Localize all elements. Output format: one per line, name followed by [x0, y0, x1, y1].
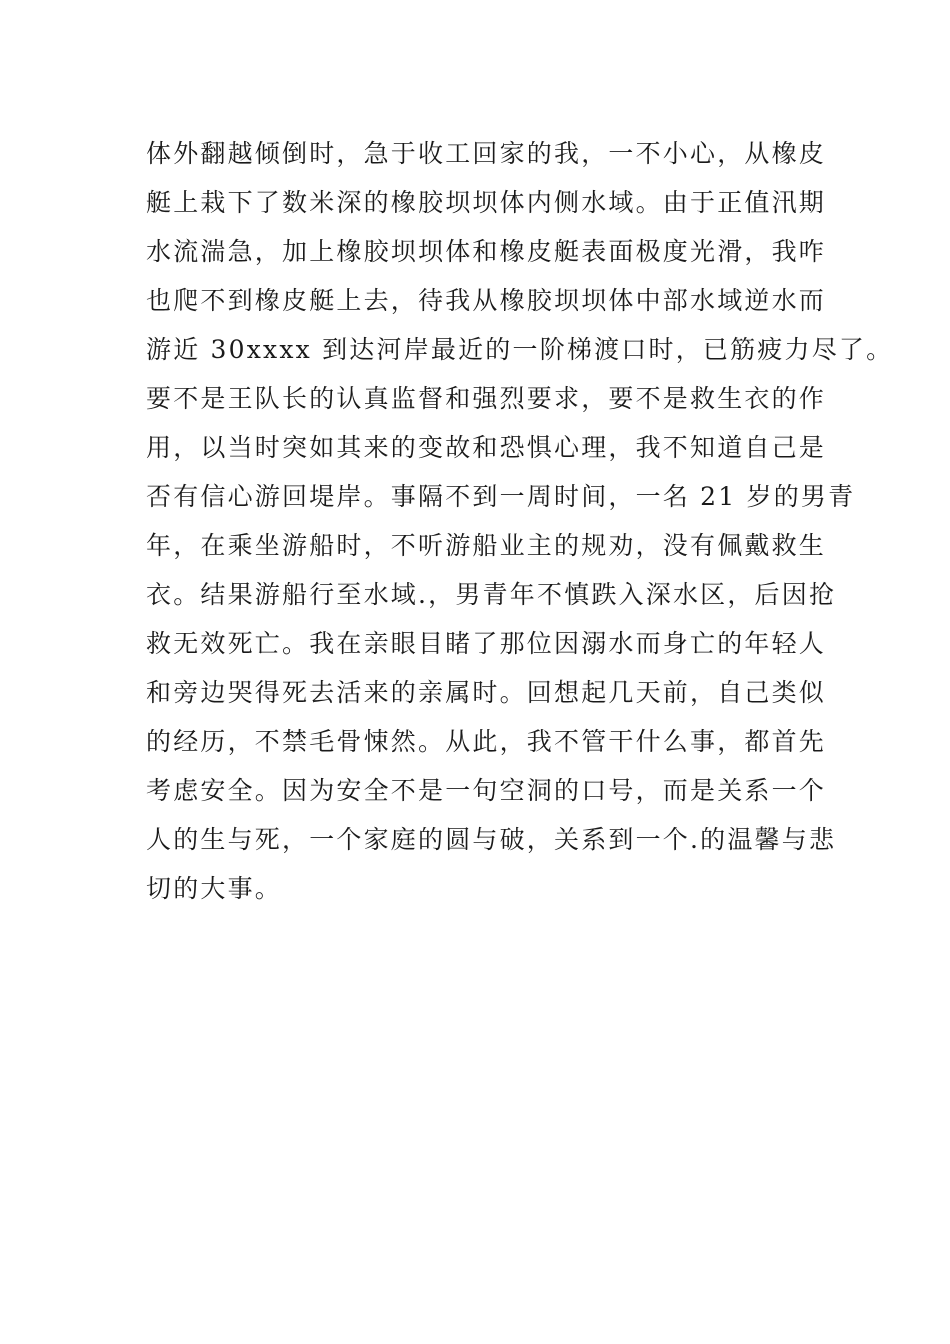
text-line: 水流湍急，加上橡胶坝坝体和橡皮艇表面极度光滑，我咋 [146, 237, 827, 266]
text-line: 用，以当时突如其来的变故和恐惧心理，我不知道自己是 [146, 433, 827, 462]
text-line: 游近 30xxxx 到达河岸最近的一阶梯渡口时，已筋疲力尽了。 [146, 335, 894, 364]
text-line: 的经历，不禁毛骨悚然。从此，我不管干什么事，都首先 [146, 727, 827, 756]
text-line: 人的生与死，一个家庭的圆与破，关系到一个.的温馨与悲 [146, 825, 837, 854]
text-line: 体外翻越倾倒时，急于收工回家的我，一不小心，从橡皮 [146, 139, 827, 168]
text-line: 衣。结果游船行至水域.，男青年不慎跌入深水区，后因抢 [146, 580, 837, 609]
text-line: 艇上栽下了数米深的橡胶坝坝体内侧水域。由于正值汛期 [146, 188, 827, 217]
text-line: 救无效死亡。我在亲眼目睹了那位因溺水而身亡的年轻人 [146, 629, 827, 658]
text-line: 考虑安全。因为安全不是一句空洞的口号，而是关系一个 [146, 776, 827, 805]
text-line: 也爬不到橡皮艇上去，待我从橡胶坝坝体中部水域逆水而 [146, 286, 827, 315]
text-line: 要不是王队长的认真监督和强烈要求，要不是救生衣的作 [146, 384, 827, 413]
body-text [146, 132, 894, 916]
text-line: 否有信心游回堤岸。事隔不到一周时间，一名 21 岁的男青 [146, 482, 856, 511]
text-line: 切的大事。 [146, 874, 283, 903]
text-line: 年，在乘坐游船时，不听游船业主的规劝，没有佩戴救生 [146, 531, 827, 560]
text-line: 和旁边哭得死去活来的亲属时。回想起几天前，自己类似 [146, 678, 827, 707]
